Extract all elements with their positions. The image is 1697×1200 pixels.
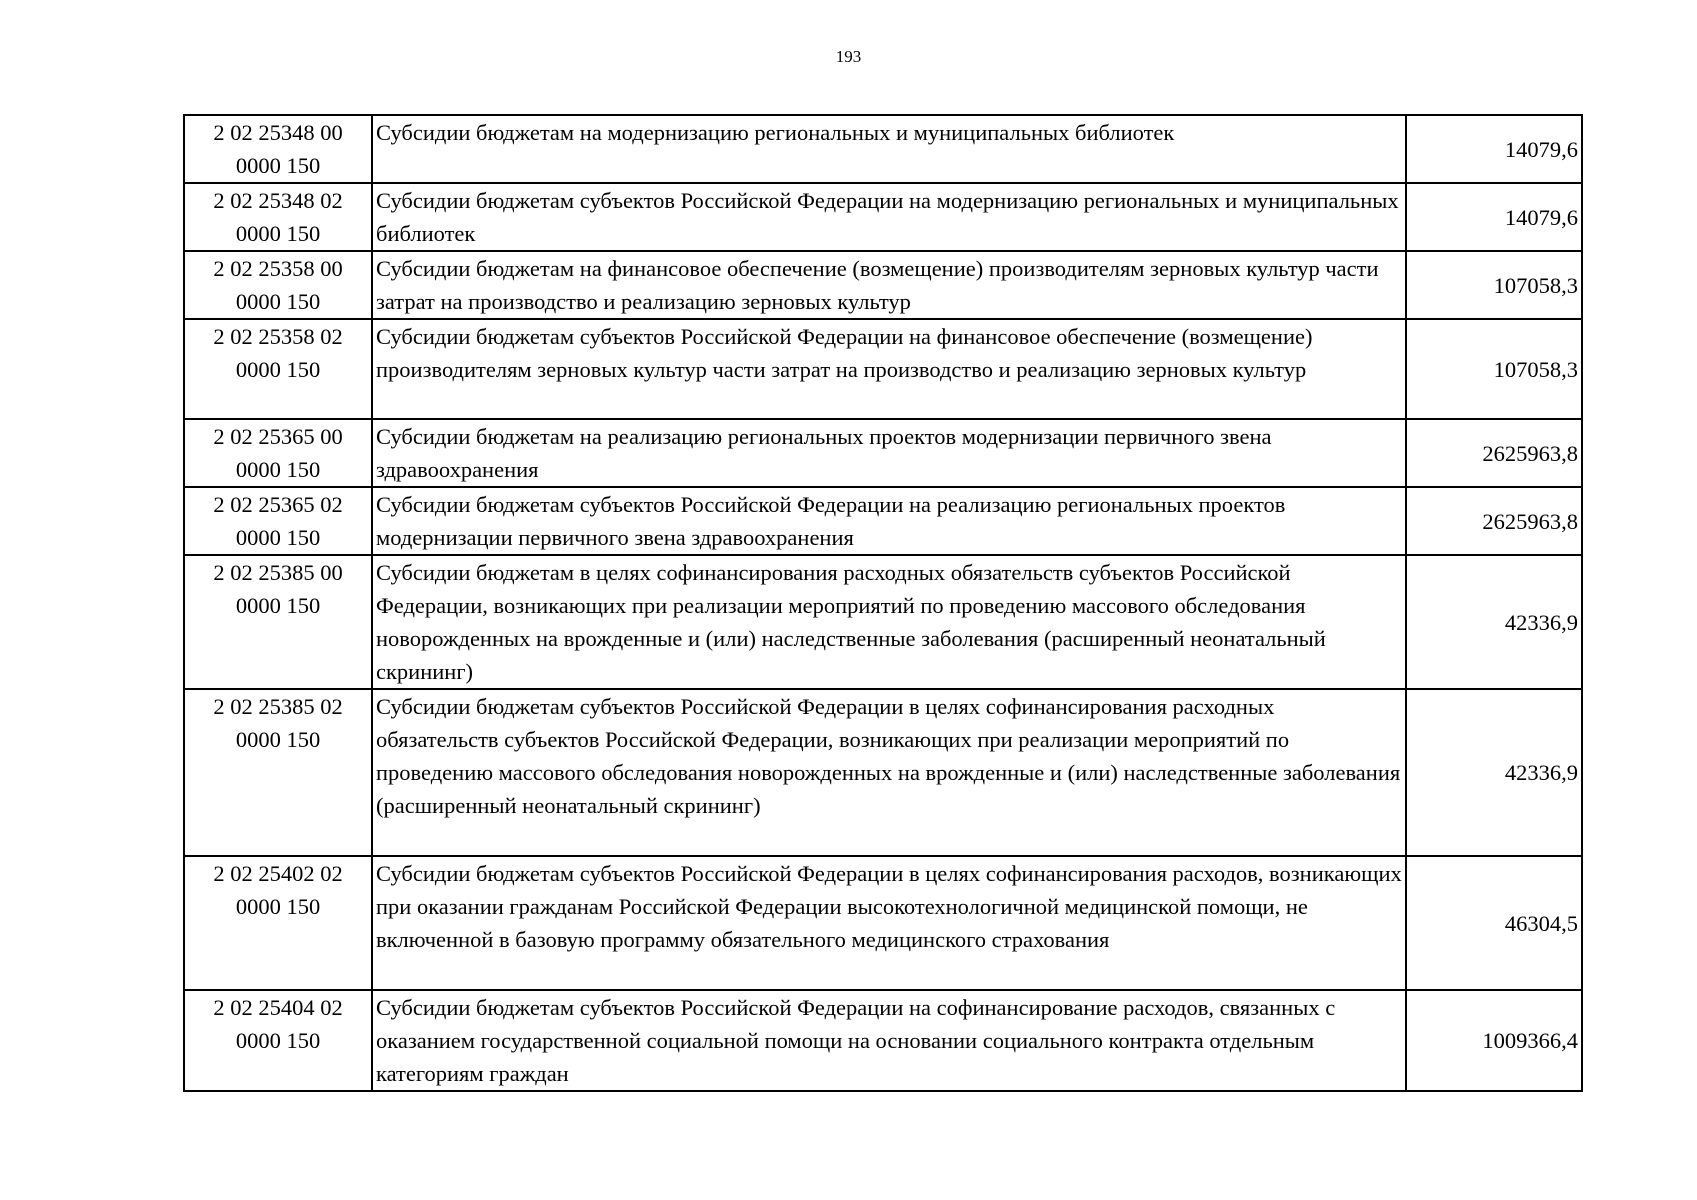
row-code: 2 02 25365 00 0000 150 bbox=[184, 419, 372, 487]
row-code: 2 02 25365 02 0000 150 bbox=[184, 487, 372, 555]
budget-table bbox=[183, 114, 1583, 1092]
row-amount: 14079,6 bbox=[1406, 115, 1582, 183]
table-row bbox=[184, 115, 1582, 183]
row-amount: 14079,6 bbox=[1406, 183, 1582, 251]
table-row bbox=[184, 689, 1582, 856]
table-row bbox=[184, 319, 1582, 419]
row-amount: 1009366,4 bbox=[1406, 990, 1582, 1091]
row-description: Субсидии бюджетам на финансовое обеспечение (возмещение) производителям зерновых культур части затрат на производство и реализацию зерновых культур bbox=[372, 251, 1406, 319]
table-row bbox=[184, 419, 1582, 487]
row-amount: 2625963,8 bbox=[1406, 487, 1582, 555]
row-amount: 42336,9 bbox=[1406, 689, 1582, 856]
table-row bbox=[184, 990, 1582, 1091]
table-row bbox=[184, 251, 1582, 319]
row-description: Субсидии бюджетам субъектов Российской Федерации в целях софинансирования расходов, возникающих при оказании гражданам Российской Федерации высокотехнологичной медицинской помощи, не включенной в базовую программу обязательного медицинского страхования bbox=[372, 856, 1406, 990]
row-code: 2 02 25402 02 0000 150 bbox=[184, 856, 372, 990]
row-description: Субсидии бюджетам в целях софинансирования расходных обязательств субъектов Российской Федерации, возникающих при реализации мероприятий по проведению массового обследования новорожденных на врожденные и (или) наследственные заболевания (расширенный неонатальный скрининг) bbox=[372, 555, 1406, 689]
table-row bbox=[184, 487, 1582, 555]
table-row bbox=[184, 555, 1582, 689]
row-description: Субсидии бюджетам на модернизацию региональных и муниципальных библиотек bbox=[372, 115, 1406, 183]
row-description: Субсидии бюджетам субъектов Российской Федерации на финансовое обеспечение (возмещение) производителям зерновых культур части затрат на производство и реализацию зерновых культур bbox=[372, 319, 1406, 419]
row-code: 2 02 25358 00 0000 150 bbox=[184, 251, 372, 319]
row-code: 2 02 25385 00 0000 150 bbox=[184, 555, 372, 689]
row-description: Субсидии бюджетам субъектов Российской Федерации на софинансирование расходов, связанных с оказанием государственной социальной помощи на основании социального контракта отдельным категориям граждан bbox=[372, 990, 1406, 1091]
row-code: 2 02 25358 02 0000 150 bbox=[184, 319, 372, 419]
row-description: Субсидии бюджетам на реализацию региональных проектов модернизации первичного звена здравоохранения bbox=[372, 419, 1406, 487]
row-code: 2 02 25348 00 0000 150 bbox=[184, 115, 372, 183]
row-amount: 2625963,8 bbox=[1406, 419, 1582, 487]
table-row bbox=[184, 856, 1582, 990]
row-code: 2 02 25348 02 0000 150 bbox=[184, 183, 372, 251]
row-amount: 42336,9 bbox=[1406, 555, 1582, 689]
row-description: Субсидии бюджетам субъектов Российской Федерации в целях софинансирования расходных обязательств субъектов Российской Федерации, возникающих при реализации мероприятий по проведению массового обследования новорожденных на врожденные и (или) наследственные заболевания (расширенный неонатальный скрининг) bbox=[372, 689, 1406, 856]
table-row bbox=[184, 183, 1582, 251]
row-code: 2 02 25385 02 0000 150 bbox=[184, 689, 372, 856]
row-code: 2 02 25404 02 0000 150 bbox=[184, 990, 372, 1091]
row-description: Субсидии бюджетам субъектов Российской Федерации на реализацию региональных проектов модернизации первичного звена здравоохранения bbox=[372, 487, 1406, 555]
page-number: 193 bbox=[835, 47, 862, 66]
row-amount: 46304,5 bbox=[1406, 856, 1582, 990]
row-amount: 107058,3 bbox=[1406, 319, 1582, 419]
row-description: Субсидии бюджетам субъектов Российской Федерации на модернизацию региональных и муниципальных библиотек bbox=[372, 183, 1406, 251]
row-amount: 107058,3 bbox=[1406, 251, 1582, 319]
